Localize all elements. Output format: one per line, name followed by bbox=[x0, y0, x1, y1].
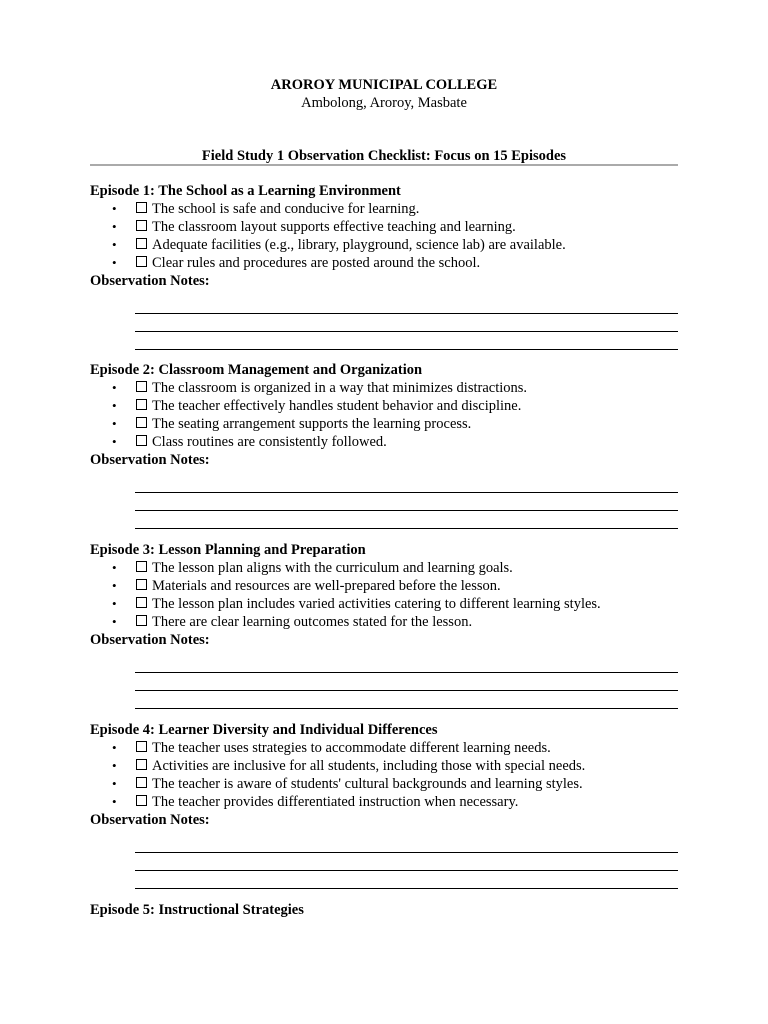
bullet-icon: • bbox=[112, 560, 117, 575]
episode-2-checklist bbox=[90, 379, 678, 451]
checklist-item-text: The teacher provides differentiated instruction when necessary. bbox=[152, 794, 519, 810]
checklist-item-text: Clear rules and procedures are posted around the school. bbox=[152, 255, 481, 271]
observation-note-line[interactable] bbox=[135, 691, 678, 709]
episode-1-checklist bbox=[90, 200, 678, 272]
episode-4-title: Episode 4: Learner Diversity and Individual Differences bbox=[90, 722, 438, 738]
observation-note-line[interactable] bbox=[135, 469, 678, 493]
checkbox-icon[interactable] bbox=[136, 238, 147, 249]
observation-note-line[interactable] bbox=[135, 673, 678, 691]
bullet-icon: • bbox=[112, 416, 117, 431]
checkbox-icon[interactable] bbox=[136, 795, 147, 806]
bullet-icon: • bbox=[112, 219, 117, 234]
checklist-item bbox=[90, 433, 678, 451]
observation-note-line[interactable] bbox=[135, 511, 678, 529]
episode-5-title: Episode 5: Instructional Strategies bbox=[90, 902, 304, 918]
observation-note-line[interactable] bbox=[135, 493, 678, 511]
checkbox-icon[interactable] bbox=[136, 202, 147, 213]
checkbox-icon[interactable] bbox=[136, 435, 147, 446]
checklist-item bbox=[90, 218, 678, 236]
bullet-icon: • bbox=[112, 614, 117, 629]
checklist-item bbox=[90, 254, 678, 272]
checkbox-icon[interactable] bbox=[136, 741, 147, 752]
checklist-item bbox=[90, 379, 678, 397]
observation-note-line[interactable] bbox=[135, 829, 678, 853]
checklist-item-text: The classroom layout supports effective teaching and learning. bbox=[152, 219, 516, 235]
checklist-item-text: The teacher is aware of students' cultural backgrounds and learning styles. bbox=[152, 776, 583, 792]
bullet-icon: • bbox=[112, 794, 117, 809]
checkbox-icon[interactable] bbox=[136, 561, 147, 572]
college-name: AROROY MUNICIPAL COLLEGE bbox=[270, 77, 498, 93]
observation-note-line[interactable] bbox=[135, 649, 678, 673]
checklist-item bbox=[90, 200, 678, 218]
checklist-item-text: The lesson plan aligns with the curriculum and learning goals. bbox=[152, 560, 513, 576]
checklist-item bbox=[90, 236, 678, 254]
checkbox-icon[interactable] bbox=[136, 220, 147, 231]
checklist-item bbox=[90, 577, 678, 595]
bullet-icon: • bbox=[112, 380, 117, 395]
bullet-icon: • bbox=[112, 255, 117, 270]
checkbox-icon[interactable] bbox=[136, 615, 147, 626]
episode-2-title: Episode 2: Classroom Management and Organization bbox=[90, 362, 423, 378]
episode-5-section bbox=[90, 901, 678, 919]
checkbox-icon[interactable] bbox=[136, 256, 147, 267]
checklist-item bbox=[90, 757, 678, 775]
checklist-item bbox=[90, 559, 678, 577]
bullet-icon: • bbox=[112, 578, 117, 593]
observation-note-line[interactable] bbox=[135, 314, 678, 332]
checklist-item bbox=[90, 613, 678, 631]
checklist-item-text: Activities are inclusive for all students, including those with special needs. bbox=[152, 758, 586, 774]
checkbox-icon[interactable] bbox=[136, 417, 147, 428]
checkbox-icon[interactable] bbox=[136, 579, 147, 590]
checklist-item bbox=[90, 775, 678, 793]
checklist-item bbox=[90, 397, 678, 415]
bullet-icon: • bbox=[112, 434, 117, 449]
document-title: Field Study 1 Observation Checklist: Focus on 15 Episodes bbox=[201, 148, 567, 164]
college-address: Ambolong, Aroroy, Masbate bbox=[301, 95, 467, 111]
checkbox-icon[interactable] bbox=[136, 759, 147, 770]
checklist-item-text: The teacher uses strategies to accommodate different learning needs. bbox=[152, 740, 551, 756]
checklist-item bbox=[90, 595, 678, 613]
observation-note-line[interactable] bbox=[135, 332, 678, 350]
checklist-item-text: Class routines are consistently followed. bbox=[152, 434, 387, 450]
checkbox-icon[interactable] bbox=[136, 381, 147, 392]
episode-3-checklist bbox=[90, 559, 678, 631]
checklist-item-text: Adequate facilities (e.g., library, playground, science lab) are available. bbox=[152, 237, 566, 253]
checklist-item-text: Materials and resources are well-prepared before the lesson. bbox=[152, 578, 501, 594]
checklist-item-text: The school is safe and conducive for learning. bbox=[152, 201, 420, 217]
episode-1-title: Episode 1: The School as a Learning Environment bbox=[90, 183, 401, 199]
title-divider bbox=[90, 164, 678, 166]
checkbox-icon[interactable] bbox=[136, 777, 147, 788]
bullet-icon: • bbox=[112, 776, 117, 791]
checklist-item bbox=[90, 739, 678, 757]
checkbox-icon[interactable] bbox=[136, 399, 147, 410]
episode-4-checklist bbox=[90, 739, 678, 811]
bullet-icon: • bbox=[112, 398, 117, 413]
checklist-item-text: The lesson plan includes varied activities catering to different learning styles. bbox=[152, 596, 601, 612]
episode-4-section bbox=[90, 721, 678, 889]
episode-3-title: Episode 3: Lesson Planning and Preparation bbox=[90, 542, 366, 558]
observation-notes-label: Observation Notes: bbox=[90, 273, 210, 289]
observation-notes-label: Observation Notes: bbox=[90, 812, 210, 828]
observation-note-line[interactable] bbox=[135, 853, 678, 871]
checklist-item-text: The seating arrangement supports the learning process. bbox=[152, 416, 472, 432]
episode-2-section bbox=[90, 361, 678, 529]
episode-3-section bbox=[90, 541, 678, 709]
episode-1-section bbox=[90, 182, 678, 350]
checklist-item bbox=[90, 793, 678, 811]
observation-notes-label: Observation Notes: bbox=[90, 632, 210, 648]
checklist-item-text: The teacher effectively handles student behavior and discipline. bbox=[152, 398, 522, 414]
observation-notes-label: Observation Notes: bbox=[90, 452, 210, 468]
checklist-item-text: There are clear learning outcomes stated for the lesson. bbox=[152, 614, 473, 630]
bullet-icon: • bbox=[112, 237, 117, 252]
checklist-item bbox=[90, 415, 678, 433]
bullet-icon: • bbox=[112, 201, 117, 216]
bullet-icon: • bbox=[112, 596, 117, 611]
bullet-icon: • bbox=[112, 758, 117, 773]
document-header bbox=[0, 77, 768, 112]
bullet-icon: • bbox=[112, 740, 117, 755]
observation-note-line[interactable] bbox=[135, 290, 678, 314]
checklist-item-text: The classroom is organized in a way that minimizes distractions. bbox=[152, 380, 528, 396]
observation-note-line[interactable] bbox=[135, 871, 678, 889]
checkbox-icon[interactable] bbox=[136, 597, 147, 608]
